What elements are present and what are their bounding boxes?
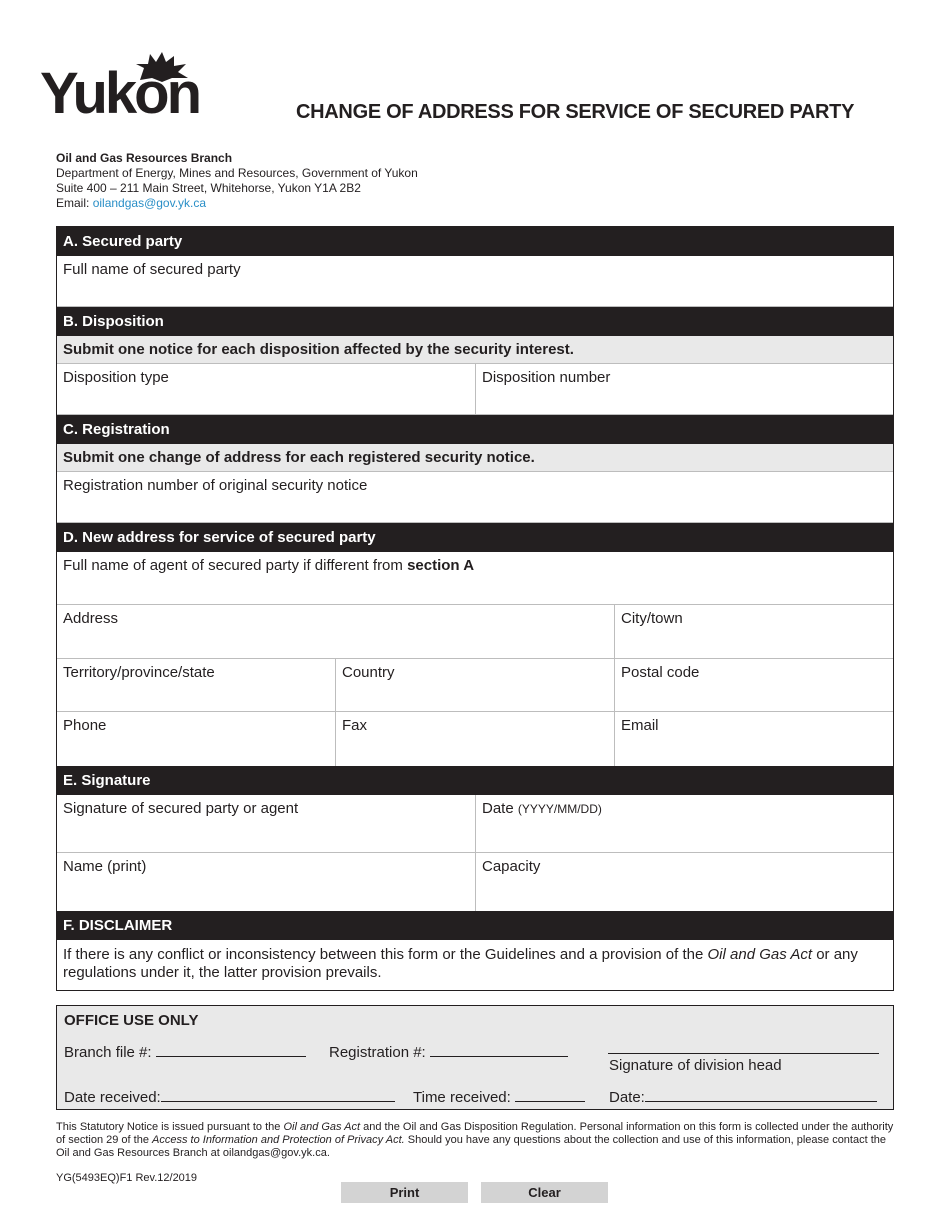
clear-button[interactable]: Clear [481, 1182, 608, 1203]
privacy-notice-part-1: This Statutory Notice is issued pursuant to the [56, 1121, 281, 1133]
division-head-signature-line[interactable] [608, 1040, 879, 1054]
page-title: CHANGE OF ADDRESS FOR SERVICE OF SECURED PARTY [296, 101, 855, 123]
date-received-line[interactable] [161, 1088, 395, 1102]
yukon-logo [40, 52, 212, 126]
country-field[interactable] [336, 659, 615, 711]
secured-party-name-label: Full name of secured party [63, 261, 241, 278]
disclaimer-text-part-1: If there is any conflict or inconsistency between this form or the Guidelines and a provision of the [63, 946, 704, 963]
email-field[interactable] [615, 712, 893, 766]
disclaimer-text [57, 940, 893, 990]
privacy-notice-part-2: and the Oil and Gas Disposition Regulation. Personal information on this form is collected under the authority of section 29 of the [56, 1121, 894, 1146]
territory-label: Territory/province/state [63, 664, 215, 681]
address-field[interactable] [57, 605, 615, 658]
disposition-number-label: Disposition number [482, 369, 611, 386]
privacy-notice-part-3: Should you have any questions about the collection and use of this information, please contact the Oil and Gas Resources Branch at oilandgas@gov.yk.ca. [56, 1134, 887, 1159]
row-signature [57, 795, 893, 853]
postal-code-field[interactable] [615, 659, 893, 711]
print-name-field[interactable] [57, 853, 476, 911]
fax-label: Fax [342, 717, 368, 734]
section-f-header: F. DISCLAIMER [57, 911, 893, 940]
section-a-header: A. Secured party [57, 227, 893, 256]
email-field-label: Email [621, 717, 659, 734]
print-button[interactable]: Print [341, 1182, 468, 1203]
capacity-label: Capacity [482, 858, 541, 875]
office-use-box [56, 1005, 894, 1110]
secured-party-name-field[interactable] [57, 256, 893, 306]
signature-field[interactable] [57, 795, 476, 852]
phone-field[interactable] [57, 712, 336, 766]
registration-label: Registration #: [329, 1044, 426, 1061]
branch-file-line[interactable] [156, 1043, 306, 1057]
privacy-notice [56, 1121, 898, 1160]
email-label: Email: [56, 196, 90, 210]
section-d-header: D. New address for service of secured party [57, 523, 893, 552]
section-c-note: Submit one change of address for each registered security notice. [57, 444, 893, 472]
office-date-line[interactable] [645, 1088, 877, 1102]
agent-name-field[interactable] [57, 552, 893, 604]
row-name-capacity [57, 853, 893, 911]
postal-code-label: Postal code [621, 664, 700, 681]
date-label: Date [482, 800, 514, 817]
row-region [57, 659, 893, 712]
time-received-line[interactable] [515, 1088, 585, 1102]
disclaimer-act-name: Oil and Gas Act [707, 946, 813, 963]
section-e-header: E. Signature [57, 766, 893, 795]
privacy-notice-act: Oil and Gas Act [283, 1121, 361, 1133]
division-head-signature-label: Signature of division head [609, 1057, 782, 1074]
registration-number-field[interactable] [57, 472, 893, 522]
date-received-field[interactable] [64, 1088, 395, 1106]
city-field[interactable] [615, 605, 893, 658]
section-b-header: B. Disposition [57, 307, 893, 336]
agent-name-section-ref: section A [407, 557, 475, 574]
row-registration [57, 472, 893, 523]
date-format-hint: (YYYY/MM/DD) [517, 802, 602, 816]
fax-field[interactable] [336, 712, 615, 766]
registration-number-label: Registration number of original security notice [63, 477, 368, 494]
branch-email-line [56, 196, 418, 211]
branch-department: Department of Energy, Mines and Resources, Government of Yukon [56, 166, 418, 180]
country-label: Country [342, 664, 395, 681]
signature-label: Signature of secured party or agent [63, 800, 299, 817]
section-b-note: Submit one notice for each disposition affected by the security interest. [57, 336, 893, 364]
section-c-header: C. Registration [57, 415, 893, 444]
date-received-label: Date received: [64, 1089, 161, 1106]
branch-name: Oil and Gas Resources Branch [56, 151, 233, 165]
date-field[interactable] [476, 795, 893, 852]
row-address [57, 605, 893, 659]
address-label: Address [63, 610, 119, 627]
branch-info [56, 151, 418, 211]
office-date-label: Date: [609, 1089, 645, 1106]
row-contact [57, 712, 893, 766]
time-received-label: Time received: [413, 1089, 511, 1106]
registration-line[interactable] [430, 1043, 568, 1057]
row-disposition [57, 364, 893, 415]
territory-field[interactable] [57, 659, 336, 711]
office-use-title: OFFICE USE ONLY [64, 1012, 199, 1029]
capacity-field[interactable] [476, 853, 893, 911]
email-link[interactable]: oilandgas@gov.yk.ca [92, 196, 207, 210]
phone-label: Phone [63, 717, 107, 734]
city-label: City/town [621, 610, 683, 627]
privacy-notice-atipp: Access to Information and Protection of Privacy Act. [152, 1134, 405, 1146]
print-name-label: Name (print) [63, 858, 147, 875]
disclaimer-text-part-2: or any regulations under it, the latter provision prevails. [63, 946, 858, 981]
logo-wordmark: Yukon [40, 61, 200, 126]
registration-field[interactable] [329, 1043, 568, 1061]
form-revision: YG(5493EQ)F1 Rev.12/2019 [56, 1172, 198, 1184]
disposition-type-label: Disposition type [63, 369, 169, 386]
disposition-number-field[interactable] [476, 364, 893, 414]
time-received-field[interactable] [413, 1088, 585, 1106]
branch-file-label: Branch file #: [64, 1044, 152, 1061]
row-secured-party [57, 256, 893, 307]
disposition-type-field[interactable] [57, 364, 476, 414]
office-date-field[interactable] [609, 1088, 877, 1106]
form-body [56, 226, 894, 991]
row-agent [57, 552, 893, 605]
agent-name-label: Full name of agent of secured party if different from [63, 557, 403, 574]
branch-address: Suite 400 – 211 Main Street, Whitehorse, Yukon Y1A 2B2 [56, 181, 361, 195]
branch-file-field[interactable] [64, 1043, 306, 1061]
